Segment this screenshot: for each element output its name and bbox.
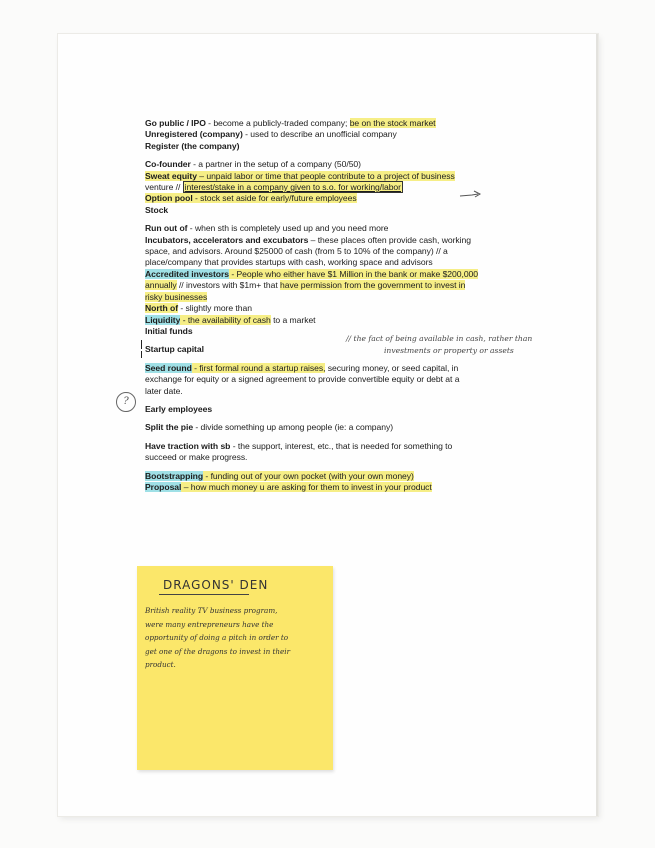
entry-seed-round-cont-1: exchange for equity or a signed agreement to provide convertible equity or debt at a [145, 374, 460, 385]
entry-unregistered: Unregistered (company) - used to describe an unofficial company [145, 129, 397, 140]
liquidity-handwritten-note [346, 333, 591, 357]
sticky-title-underline [159, 594, 249, 595]
entry-seed-round: Seed round - first formal round a startup raises, securing money, or seed capital, in [145, 362, 459, 373]
handnote-line-1: // the fact of being available in cash, rather than [346, 334, 533, 343]
entry-early-employees: Early employees [145, 403, 213, 414]
entry-bootstrapping: Bootstrapping - funding out of your own pocket (with your own money) [145, 470, 414, 481]
sticky-line: were many entrepreneurs have the [145, 619, 274, 629]
sticky-line: product. [145, 660, 176, 669]
entry-sweat-equity-cont: venture // interest/stake in a company given to s.o. for working/labor [145, 182, 401, 193]
entry-seed-round-cont-2: later date. [145, 385, 183, 396]
handnote-line-2: investments or property or assets [384, 346, 514, 355]
entry-accredited-investors-cont: annually // investors with $1m+ that have permission from the government to invest in [145, 280, 466, 291]
entry-stock: Stock [145, 204, 169, 215]
entry-cofounder: Co-founder - a partner in the setup of a company (50/50) [145, 159, 361, 170]
entry-split-the-pie: Split the pie - divide something up among people (ie: a company) [145, 422, 394, 433]
entry-traction-cont: succeed or make progress. [145, 452, 248, 463]
question-mark-circle: ? [116, 392, 136, 412]
entry-proposal: Proposal – how much money u are asking for them to invest in your product [145, 481, 432, 492]
entry-initial-funds: Initial funds [145, 325, 193, 336]
sticky-line: opportunity of doing a pitch in order to [145, 633, 289, 642]
sticky-note [137, 566, 333, 770]
entry-run-out-of: Run out of - when sth is completely used up and you need more [145, 223, 389, 234]
entry-option-pool: Option pool - stock set aside for early/future employees [145, 193, 357, 204]
entry-incubators: Incubators, accelerators and excubators – these places often provide cash, working [145, 234, 471, 245]
arrow-scribble-icon [458, 187, 488, 201]
sticky-note-title: DRAGONS' DEN [163, 578, 269, 592]
sticky-line: get one of the dragons to invest in their [145, 646, 291, 656]
entry-sweat-equity: Sweat equity – unpaid labor or time that people contribute to a project of business [145, 170, 455, 181]
entry-accredited-investors: Accredited investors - People who either have $1 Million in the bank or make $200,000 [145, 268, 479, 279]
paper-edge [596, 34, 598, 816]
sticky-line: British reality TV business program, [145, 606, 278, 615]
sticky-note-body [145, 604, 331, 672]
entry-register: Register (the company) [145, 140, 240, 151]
entry-accredited-investors-cont-2: risky businesses [145, 291, 208, 302]
entry-go-public: Go public / IPO - become a publicly-traded company; be on the stock market [145, 118, 436, 128]
margin-mark [141, 340, 142, 349]
entry-incubators-cont-2: place/company that provides startups with cash, working space and advisors [145, 257, 433, 268]
entry-incubators-cont-1: space, and advisors. Around $25000 of cash (from 5 to 10% of the company) // a [145, 246, 448, 257]
margin-mark [141, 351, 142, 358]
entry-north-of: North of - slightly more than [145, 303, 252, 314]
entry-traction: Have traction with sb - the support, interest, etc., that is needed for something to [145, 440, 453, 451]
entry-liquidity: Liquidity - the availability of cash to a market [145, 314, 316, 325]
entry-startup-capital: Startup capital [145, 344, 204, 355]
vocabulary-notes [145, 118, 540, 493]
